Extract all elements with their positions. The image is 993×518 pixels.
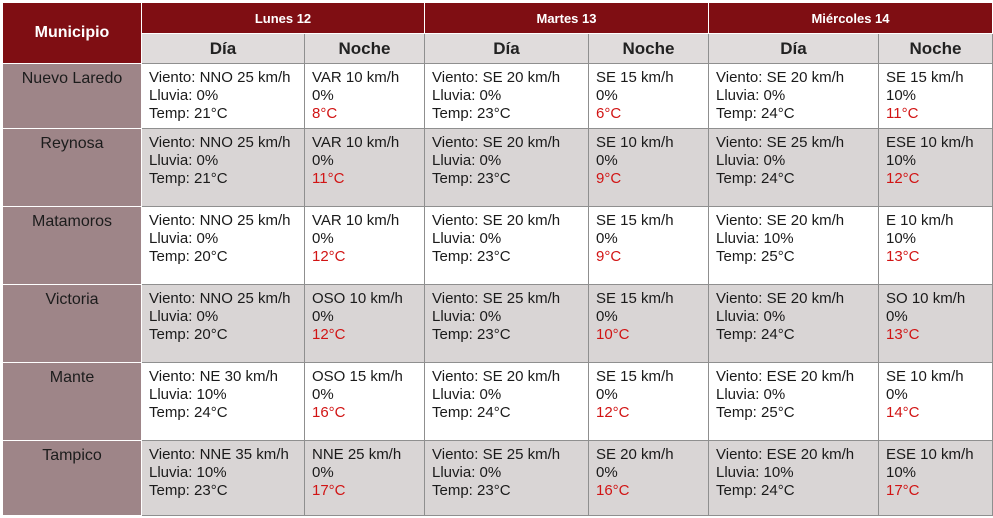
wind-text: SE 15 km/h — [886, 69, 964, 86]
day-forecast-cell — [709, 285, 879, 363]
municipio-name: Reynosa — [3, 129, 142, 207]
day-header-martes: Martes 13 — [425, 3, 709, 34]
temp-text: Temp: 24°C — [716, 482, 795, 499]
municipio-name: Victoria — [3, 285, 142, 363]
temp-text: Temp: 23°C — [149, 482, 228, 499]
temp-text: 16°C — [596, 482, 630, 499]
wind-text: Viento: SE 20 km/h — [716, 69, 845, 86]
day-forecast-cell — [425, 129, 589, 207]
day-forecast-cell — [709, 363, 879, 441]
night-forecast-cell — [305, 441, 425, 516]
wind-text: Viento: SE 20 km/h — [716, 290, 845, 307]
rain-text: 0% — [596, 230, 618, 247]
rain-text: 0% — [312, 230, 334, 247]
rain-text: Lluvia: 10% — [149, 386, 227, 403]
wind-text: VAR 10 km/h — [312, 212, 400, 229]
forecast-table — [2, 2, 993, 516]
rain-text: Lluvia: 0% — [432, 152, 502, 169]
wind-text: SE 20 km/h — [596, 446, 674, 463]
wind-text: Viento: NNO 25 km/h — [149, 212, 291, 229]
municipio-name: Nuevo Laredo — [3, 64, 142, 129]
wind-text: NNE 25 km/h — [312, 446, 402, 463]
wind-text: Viento: ESE 20 km/h — [716, 368, 855, 385]
rain-text: 0% — [886, 308, 908, 325]
rain-text: 0% — [312, 308, 334, 325]
rain-text: Lluvia: 0% — [149, 308, 219, 325]
temp-text: 13°C — [886, 248, 920, 265]
temp-text: Temp: 24°C — [716, 170, 795, 187]
night-forecast-cell — [305, 285, 425, 363]
period-header-noche: Noche — [879, 34, 993, 64]
temp-text: Temp: 20°C — [149, 326, 228, 343]
temp-text: Temp: 23°C — [432, 326, 511, 343]
wind-text: Viento: SE 20 km/h — [432, 134, 561, 151]
wind-text: E 10 km/h — [886, 212, 954, 229]
night-forecast-cell — [589, 207, 709, 285]
period-header-dia: Día — [142, 34, 305, 64]
night-forecast-cell — [589, 129, 709, 207]
table-row — [3, 64, 993, 129]
table-row — [3, 363, 993, 441]
day-forecast-cell — [425, 207, 589, 285]
temp-text: Temp: 24°C — [716, 326, 795, 343]
temp-text: Temp: 20°C — [149, 248, 228, 265]
rain-text: Lluvia: 0% — [432, 386, 502, 403]
rain-text: Lluvia: 10% — [716, 464, 794, 481]
rain-text: 10% — [886, 87, 917, 104]
municipio-name: Tampico — [3, 441, 142, 516]
day-forecast-cell — [709, 207, 879, 285]
rain-text: 0% — [886, 386, 908, 403]
temp-text: 11°C — [886, 105, 919, 122]
rain-text: Lluvia: 0% — [432, 308, 502, 325]
temp-text: Temp: 24°C — [716, 105, 795, 122]
rain-text: 0% — [312, 87, 334, 104]
temp-text: 12°C — [596, 404, 630, 421]
temp-text: 17°C — [312, 482, 346, 499]
rain-text: Lluvia: 0% — [716, 87, 786, 104]
day-forecast-cell — [709, 441, 879, 516]
temp-text: 8°C — [312, 105, 338, 122]
rain-text: 0% — [312, 386, 334, 403]
wind-text: OSO 10 km/h — [312, 290, 403, 307]
rain-text: Lluvia: 0% — [149, 230, 219, 247]
temp-text: 12°C — [312, 248, 346, 265]
wind-text: SO 10 km/h — [886, 290, 966, 307]
wind-text: Viento: NNO 25 km/h — [149, 69, 291, 86]
temp-text: Temp: 24°C — [432, 404, 511, 421]
day-header-lunes: Lunes 12 — [142, 3, 425, 34]
night-forecast-cell — [879, 207, 993, 285]
night-forecast-cell — [589, 64, 709, 129]
wind-text: Viento: ESE 20 km/h — [716, 446, 855, 463]
night-forecast-cell — [589, 441, 709, 516]
day-forecast-cell — [425, 441, 589, 516]
temp-text: Temp: 21°C — [149, 170, 228, 187]
rain-text: 10% — [886, 230, 917, 247]
night-forecast-cell — [879, 363, 993, 441]
temp-text: Temp: 23°C — [432, 248, 511, 265]
temp-text: 16°C — [312, 404, 346, 421]
night-forecast-cell — [879, 64, 993, 129]
temp-text: 10°C — [596, 326, 630, 343]
day-forecast-cell — [142, 285, 305, 363]
wind-text: SE 15 km/h — [596, 290, 674, 307]
rain-text: Lluvia: 10% — [716, 230, 794, 247]
rain-text: 10% — [886, 464, 917, 481]
wind-text: Viento: NNE 35 km/h — [149, 446, 289, 463]
wind-text: SE 10 km/h — [886, 368, 964, 385]
night-forecast-cell — [879, 441, 993, 516]
period-header-dia: Día — [709, 34, 879, 64]
day-forecast-cell — [142, 441, 305, 516]
temp-text: Temp: 23°C — [432, 105, 511, 122]
night-forecast-cell — [305, 129, 425, 207]
table-row — [3, 207, 993, 285]
rain-text: Lluvia: 0% — [432, 464, 502, 481]
period-header-noche: Noche — [305, 34, 425, 64]
day-forecast-cell — [425, 363, 589, 441]
day-forecast-cell — [425, 64, 589, 129]
forecast-body — [3, 64, 993, 516]
table-row — [3, 129, 993, 207]
wind-text: Viento: SE 20 km/h — [716, 212, 845, 229]
temp-text: Temp: 23°C — [432, 170, 511, 187]
day-forecast-cell — [142, 363, 305, 441]
temp-text: 9°C — [596, 170, 622, 187]
municipio-header: Municipio — [3, 3, 142, 64]
temp-text: Temp: 21°C — [149, 105, 228, 122]
wind-text: Viento: SE 20 km/h — [432, 69, 561, 86]
period-header-dia: Día — [425, 34, 589, 64]
wind-text: SE 10 km/h — [596, 134, 674, 151]
night-forecast-cell — [879, 285, 993, 363]
night-forecast-cell — [305, 363, 425, 441]
wind-text: Viento: SE 25 km/h — [716, 134, 845, 151]
wind-text: Viento: SE 20 km/h — [432, 368, 561, 385]
table-row — [3, 441, 993, 516]
rain-text: 0% — [596, 308, 618, 325]
day-forecast-cell — [142, 64, 305, 129]
day-header-miercoles: Miércoles 14 — [709, 3, 993, 34]
period-header-noche: Noche — [589, 34, 709, 64]
night-forecast-cell — [879, 129, 993, 207]
wind-text: Viento: SE 20 km/h — [432, 212, 561, 229]
wind-text: Viento: SE 25 km/h — [432, 446, 561, 463]
rain-text: 0% — [596, 87, 618, 104]
day-forecast-cell — [142, 207, 305, 285]
day-forecast-cell — [709, 129, 879, 207]
wind-text: ESE 10 km/h — [886, 134, 974, 151]
wind-text: ESE 10 km/h — [886, 446, 974, 463]
temp-text: 14°C — [886, 404, 920, 421]
rain-text: Lluvia: 0% — [432, 87, 502, 104]
rain-text: Lluvia: 0% — [716, 308, 786, 325]
rain-text: Lluvia: 0% — [716, 386, 786, 403]
rain-text: Lluvia: 0% — [149, 152, 219, 169]
municipio-name: Mante — [3, 363, 142, 441]
temp-text: 17°C — [886, 482, 920, 499]
wind-text: Viento: NNO 25 km/h — [149, 290, 291, 307]
wind-text: Viento: NE 30 km/h — [149, 368, 278, 385]
wind-text: Viento: SE 25 km/h — [432, 290, 561, 307]
night-forecast-cell — [305, 64, 425, 129]
rain-text: Lluvia: 0% — [432, 230, 502, 247]
wind-text: SE 15 km/h — [596, 69, 674, 86]
wind-text: SE 15 km/h — [596, 212, 674, 229]
rain-text: 0% — [596, 152, 618, 169]
municipio-name: Matamoros — [3, 207, 142, 285]
header-row-periods — [3, 34, 993, 64]
temp-text: Temp: 23°C — [432, 482, 511, 499]
rain-text: Lluvia: 0% — [716, 152, 786, 169]
table-row — [3, 285, 993, 363]
rain-text: Lluvia: 10% — [149, 464, 227, 481]
rain-text: 0% — [312, 464, 334, 481]
temp-text: Temp: 25°C — [716, 404, 795, 421]
day-forecast-cell — [425, 285, 589, 363]
night-forecast-cell — [589, 285, 709, 363]
night-forecast-cell — [305, 207, 425, 285]
rain-text: 0% — [596, 464, 618, 481]
rain-text: 0% — [596, 386, 618, 403]
wind-text: Viento: NNO 25 km/h — [149, 134, 291, 151]
temp-text: 12°C — [886, 170, 920, 187]
temp-text: Temp: 24°C — [149, 404, 228, 421]
temp-text: 12°C — [312, 326, 346, 343]
day-forecast-cell — [142, 129, 305, 207]
temp-text: 13°C — [886, 326, 920, 343]
wind-text: VAR 10 km/h — [312, 69, 400, 86]
temp-text: 6°C — [596, 105, 622, 122]
day-forecast-cell — [709, 64, 879, 129]
temp-text: Temp: 25°C — [716, 248, 795, 265]
rain-text: 0% — [312, 152, 334, 169]
wind-text: VAR 10 km/h — [312, 134, 400, 151]
night-forecast-cell — [589, 363, 709, 441]
header-row-days — [3, 3, 993, 34]
rain-text: 10% — [886, 152, 917, 169]
temp-text: 9°C — [596, 248, 622, 265]
temp-text: 11°C — [312, 170, 345, 187]
rain-text: Lluvia: 0% — [149, 87, 219, 104]
wind-text: SE 15 km/h — [596, 368, 674, 385]
wind-text: OSO 15 km/h — [312, 368, 403, 385]
forecast-table-container — [2, 2, 993, 516]
